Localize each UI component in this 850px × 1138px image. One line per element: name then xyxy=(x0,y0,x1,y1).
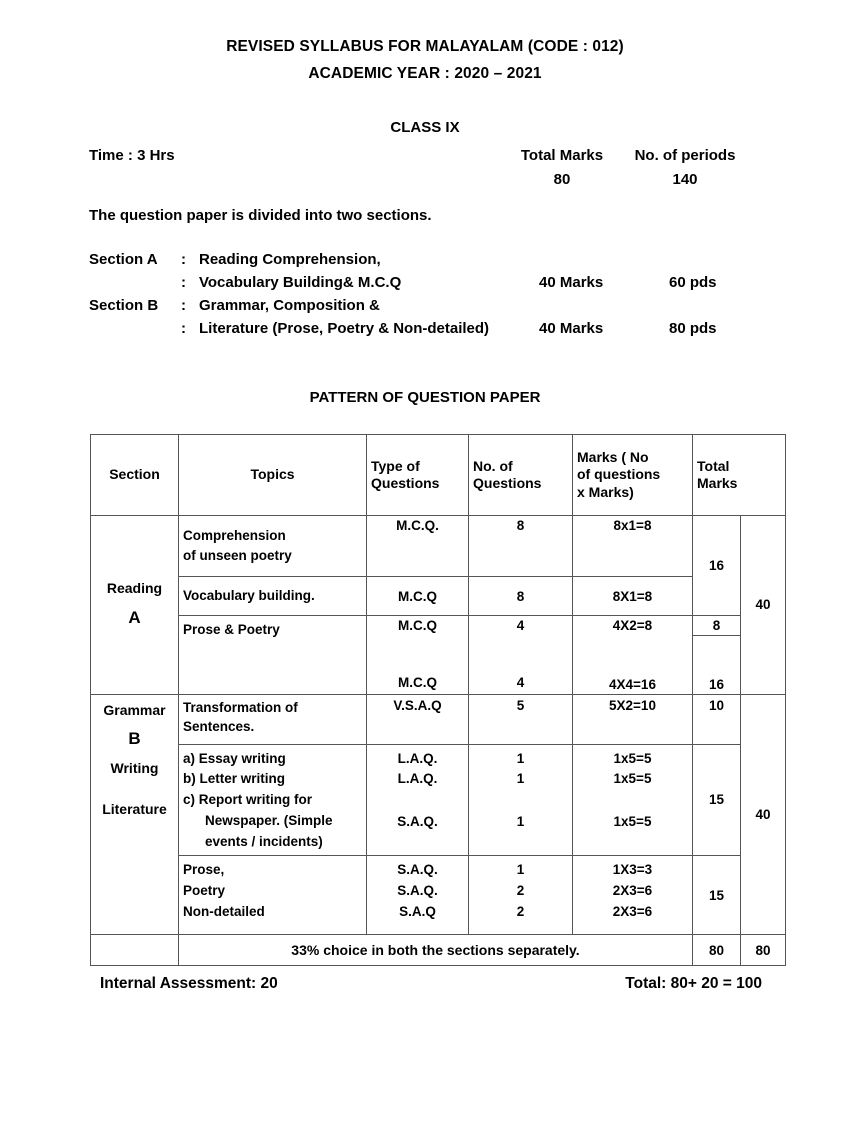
topic-writing-essay: a) Essay writing xyxy=(183,750,286,766)
cell-type-r7-line1: S.A.Q. xyxy=(397,862,438,878)
cell-type-r1: M.C.Q. xyxy=(367,516,469,577)
section-b-grammar-label: Grammar xyxy=(103,701,166,718)
topic-literature-poetry: Poetry xyxy=(183,883,226,899)
cell-noq-r7-line1: 1 xyxy=(516,862,525,878)
table-footer-row xyxy=(91,935,786,966)
section-list xyxy=(0,251,850,337)
section-row xyxy=(89,320,850,337)
section-name: Section B xyxy=(89,297,159,314)
cell-choice-note: 33% choice in both the sections separately. xyxy=(179,935,693,966)
col-header-type xyxy=(367,435,469,516)
document-title xyxy=(0,38,850,83)
cell-noq-r7-line3: 2 xyxy=(516,903,525,919)
col-header-marks xyxy=(573,435,693,516)
col-header-marks-line3: x Marks) xyxy=(577,483,634,500)
cell-marks-r6-gap xyxy=(577,790,688,812)
cell-type-r6-line1: L.A.Q. xyxy=(397,750,438,766)
section-colon: : xyxy=(181,320,186,337)
cell-type-r7 xyxy=(367,856,469,935)
cell-marks-r4: 4X4=16 xyxy=(573,636,693,695)
cell-type-r4: M.C.Q xyxy=(367,636,469,695)
cell-noq-r7 xyxy=(469,856,573,935)
topic-writing-events: events / incidents) xyxy=(205,834,323,850)
section-colon: : xyxy=(181,251,186,268)
section-b-literature-label: Literature xyxy=(102,800,167,817)
cell-noq-r6-line3: 1 xyxy=(516,814,525,830)
cell-noq-r6 xyxy=(469,744,573,856)
cell-section-a-total: 40 xyxy=(741,516,786,695)
table-row xyxy=(91,744,786,856)
cell-marks-r5: 5X2=10 xyxy=(573,694,693,744)
cell-noq-r4: 4 xyxy=(469,636,573,695)
cell-noq-r6-line2: 1 xyxy=(516,771,525,787)
topic-transformation-line2: Sentences. xyxy=(183,719,255,735)
section-marks: 40 Marks xyxy=(539,274,604,291)
cell-type-r6-line3: S.A.Q. xyxy=(397,814,438,830)
table-row xyxy=(91,577,786,616)
section-colon: : xyxy=(181,297,186,314)
table-row xyxy=(91,856,786,935)
topic-comprehension-line1: Comprehension xyxy=(183,528,286,544)
section-b-letter: B xyxy=(128,729,141,749)
cell-noq-r6-line1: 1 xyxy=(516,750,525,766)
topic-literature-nondetailed: Non-detailed xyxy=(183,903,265,919)
section-colon: : xyxy=(181,274,186,291)
cell-topic-vocabulary: Vocabulary building. xyxy=(179,577,367,616)
topic-literature-prose: Prose, xyxy=(183,862,225,878)
section-row xyxy=(89,251,850,268)
cell-total-marks-15b: 15 xyxy=(693,856,741,935)
section-periods: 80 pds xyxy=(669,320,717,337)
cell-marks-r7-line2: 2X3=6 xyxy=(612,883,653,899)
col-header-section: Section xyxy=(91,435,179,516)
cell-noq-r7-line2: 2 xyxy=(516,883,525,899)
col-header-type-line2: Questions xyxy=(371,475,440,491)
cell-marks-r6 xyxy=(573,744,693,856)
cell-total-marks-10: 10 xyxy=(693,694,741,744)
section-a-label: Reading xyxy=(106,580,163,597)
cell-total-marks-16b: 16 xyxy=(693,636,741,695)
section-desc: Reading Comprehension, xyxy=(199,251,381,268)
col-header-marks-line2: of questions xyxy=(577,466,661,483)
cell-footer-empty xyxy=(91,935,179,966)
cell-type-r2: M.C.Q xyxy=(367,577,469,616)
cell-grand-total-marks: 80 xyxy=(693,935,741,966)
cell-marks-r6-line3: 1x5=5 xyxy=(613,814,652,830)
table-row xyxy=(91,616,786,636)
periods-value: 140 xyxy=(672,171,698,188)
cell-noq-r1: 8 xyxy=(469,516,573,577)
title-line-2: ACADEMIC YEAR : 2020 – 2021 xyxy=(308,65,542,82)
periods-label: No. of periods xyxy=(634,147,736,164)
cell-marks-r6-line2: 1x5=5 xyxy=(613,771,652,787)
section-row xyxy=(89,297,850,314)
footer-line xyxy=(0,975,850,993)
cell-grand-total: 80 xyxy=(741,935,786,966)
cell-marks-r1: 8x1=8 xyxy=(573,516,693,577)
pattern-heading: PATTERN OF QUESTION PAPER xyxy=(309,389,541,406)
cell-total-marks-16: 16 xyxy=(693,516,741,616)
meta-block xyxy=(0,147,850,188)
section-desc: Literature (Prose, Poetry & Non-detailed) xyxy=(199,320,490,337)
cell-noq-r6-gap xyxy=(473,790,568,812)
col-header-type-line1: Type of xyxy=(371,457,420,474)
cell-section-b-total: 40 xyxy=(741,694,786,935)
cell-topic-prose-poetry: Prose & Poetry xyxy=(179,616,367,695)
cell-noq-r5: 5 xyxy=(469,694,573,744)
cell-topic-writing xyxy=(179,744,367,856)
time-label: Time : 3 Hrs xyxy=(89,147,175,164)
table-row xyxy=(91,516,786,577)
total-marks-value: 80 xyxy=(553,171,571,188)
cell-noq-r3: 4 xyxy=(469,616,573,636)
cell-topic-transformation xyxy=(179,694,367,744)
total-text: Total: 80+ 20 = 100 xyxy=(625,975,762,993)
table-row xyxy=(91,694,786,744)
topic-comprehension-line2: of unseen poetry xyxy=(183,548,292,563)
internal-assessment-text: Internal Assessment: 20 xyxy=(100,975,278,993)
cell-noq-r2: 8 xyxy=(469,577,573,616)
col-header-topics: Topics xyxy=(179,435,367,516)
document-page xyxy=(0,38,850,1138)
topic-transformation-line1: Transformation of xyxy=(183,699,298,715)
col-header-noq-line2: Questions xyxy=(473,475,542,491)
cell-type-r7-line3: S.A.Q xyxy=(399,903,436,919)
col-header-total-line2: Marks xyxy=(697,475,738,491)
topic-writing-letter: b) Letter writing xyxy=(183,771,285,787)
cell-section-b xyxy=(91,694,179,935)
col-header-noq-line1: No. of xyxy=(473,457,513,474)
section-desc: Grammar, Composition & xyxy=(199,297,380,314)
section-periods: 60 pds xyxy=(669,274,717,291)
table-header-row xyxy=(91,435,786,516)
cell-marks-r3: 4X2=8 xyxy=(573,616,693,636)
cell-marks-r7-line1: 1X3=3 xyxy=(612,862,653,878)
col-header-marks-line1: Marks ( No xyxy=(577,449,649,466)
cell-type-r6 xyxy=(367,744,469,856)
cell-topic-literature xyxy=(179,856,367,935)
section-name: Section A xyxy=(89,251,158,268)
col-header-noq xyxy=(469,435,573,516)
total-marks-label: Total Marks xyxy=(520,147,604,164)
section-a-letter: A xyxy=(128,607,141,627)
section-row xyxy=(89,274,850,291)
topic-writing-newspaper: Newspaper. (Simple xyxy=(205,813,333,829)
cell-total-marks-15a: 15 xyxy=(693,744,741,856)
cell-section-a xyxy=(91,516,179,695)
col-header-total-marks xyxy=(693,435,786,516)
cell-marks-r2: 8X1=8 xyxy=(573,577,693,616)
section-b-writing-label: Writing xyxy=(110,760,159,777)
title-line-1: REVISED SYLLABUS FOR MALAYALAM (CODE : 012) xyxy=(226,38,624,55)
pattern-table-wrapper xyxy=(0,434,850,966)
divided-note: The question paper is divided into two sections. xyxy=(89,207,432,224)
pattern-table xyxy=(90,434,786,966)
section-desc: Vocabulary Building& M.C.Q xyxy=(199,274,402,291)
topic-writing-report: c) Report writing for xyxy=(183,792,312,808)
cell-type-r6-line2: L.A.Q. xyxy=(397,771,438,787)
cell-type-r5: V.S.A.Q xyxy=(367,694,469,744)
col-header-total-line1: Total xyxy=(697,457,730,474)
cell-topic-comprehension xyxy=(179,516,367,577)
cell-total-marks-8: 8 xyxy=(693,616,741,636)
cell-marks-r7 xyxy=(573,856,693,935)
cell-type-r3: M.C.Q xyxy=(367,616,469,636)
section-marks: 40 Marks xyxy=(539,320,604,337)
cell-marks-r6-line1: 1x5=5 xyxy=(613,750,652,766)
cell-type-r6-gap xyxy=(371,790,464,812)
cell-marks-r7-line3: 2X3=6 xyxy=(612,903,653,919)
class-label: CLASS IX xyxy=(390,119,460,136)
meta-row-labels xyxy=(89,147,790,164)
meta-row-values xyxy=(89,171,790,188)
cell-type-r7-line2: S.A.Q. xyxy=(397,883,438,899)
